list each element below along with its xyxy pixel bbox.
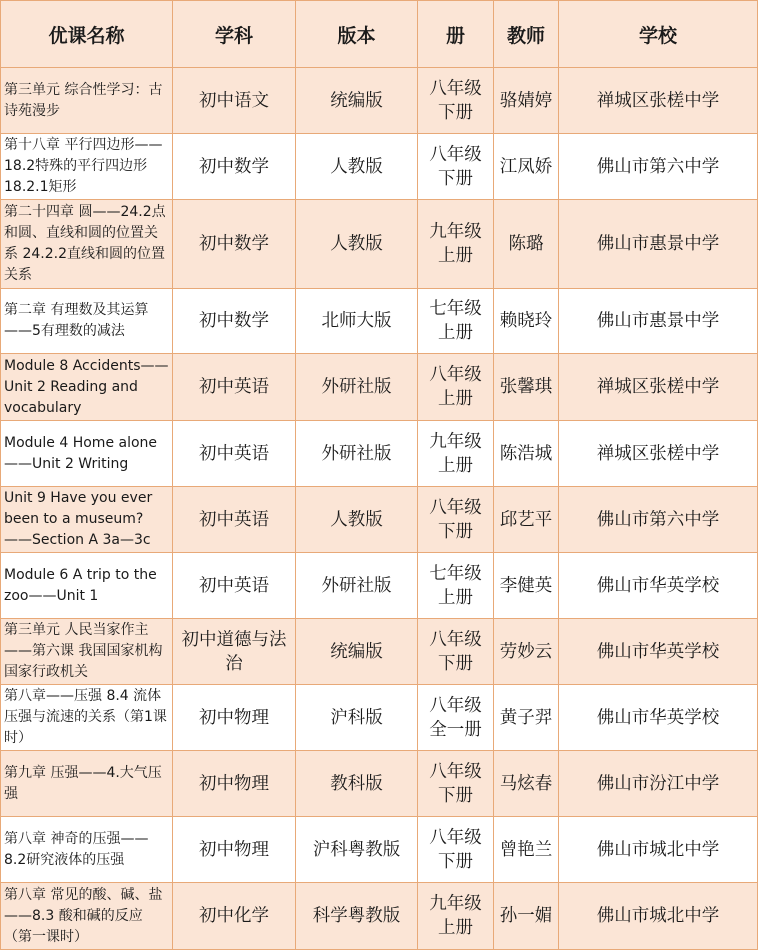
school-cell: 佛山市惠景中学 bbox=[559, 289, 758, 354]
volume-cell: 九年级上册 bbox=[418, 883, 494, 950]
table-row bbox=[1, 289, 758, 354]
edition-cell: 外研社版 bbox=[296, 354, 418, 421]
school-cell: 佛山市第六中学 bbox=[559, 134, 758, 200]
volume-cell: 七年级上册 bbox=[418, 289, 494, 354]
header-teacher: 教师 bbox=[494, 1, 559, 68]
header-school: 学校 bbox=[559, 1, 758, 68]
course-name-cell: 第二章 有理数及其运算——5有理数的减法 bbox=[1, 289, 173, 354]
table-row bbox=[1, 487, 758, 553]
school-cell: 佛山市华英学校 bbox=[559, 553, 758, 619]
teacher-cell: 张馨琪 bbox=[494, 354, 559, 421]
course-name-cell: Module 6 A trip to the zoo——Unit 1 bbox=[1, 553, 173, 619]
subject-cell: 初中英语 bbox=[173, 553, 296, 619]
volume-cell: 八年级下册 bbox=[418, 619, 494, 685]
table-row bbox=[1, 421, 758, 487]
table-row bbox=[1, 134, 758, 200]
subject-cell: 初中物理 bbox=[173, 685, 296, 751]
course-name-cell: 第八章 常见的酸、碱、盐——8.3 酸和碱的反应（第一课时） bbox=[1, 883, 173, 950]
volume-cell: 八年级上册 bbox=[418, 354, 494, 421]
teacher-cell: 邱艺平 bbox=[494, 487, 559, 553]
teacher-cell: 赖晓玲 bbox=[494, 289, 559, 354]
subject-cell: 初中物理 bbox=[173, 817, 296, 883]
school-cell: 佛山市华英学校 bbox=[559, 685, 758, 751]
school-cell: 禅城区张槎中学 bbox=[559, 354, 758, 421]
table-row bbox=[1, 685, 758, 751]
teacher-cell: 陈浩城 bbox=[494, 421, 559, 487]
school-cell: 佛山市华英学校 bbox=[559, 619, 758, 685]
volume-cell: 八年级全一册 bbox=[418, 685, 494, 751]
volume-cell: 九年级上册 bbox=[418, 421, 494, 487]
course-name-cell: Module 8 Accidents——Unit 2 Reading and vocabulary bbox=[1, 354, 173, 421]
school-cell: 佛山市第六中学 bbox=[559, 487, 758, 553]
teacher-cell: 黄子羿 bbox=[494, 685, 559, 751]
school-cell: 佛山市城北中学 bbox=[559, 883, 758, 950]
subject-cell: 初中数学 bbox=[173, 200, 296, 289]
table-row bbox=[1, 619, 758, 685]
course-name-cell: 第十八章 平行四边形——18.2特殊的平行四边形 18.2.1矩形 bbox=[1, 134, 173, 200]
school-cell: 佛山市城北中学 bbox=[559, 817, 758, 883]
edition-cell: 统编版 bbox=[296, 68, 418, 134]
subject-cell: 初中数学 bbox=[173, 289, 296, 354]
table-row bbox=[1, 883, 758, 950]
teacher-cell: 曾艳兰 bbox=[494, 817, 559, 883]
course-name-cell: 第三单元 人民当家作主——第六课 我国国家机构 国家行政机关 bbox=[1, 619, 173, 685]
volume-cell: 八年级下册 bbox=[418, 487, 494, 553]
course-name-cell: Unit 9 Have you ever been to a museum?——Section A 3a—3c bbox=[1, 487, 173, 553]
edition-cell: 科学粤教版 bbox=[296, 883, 418, 950]
edition-cell: 北师大版 bbox=[296, 289, 418, 354]
teacher-cell: 孙一媚 bbox=[494, 883, 559, 950]
header-course-name: 优课名称 bbox=[1, 1, 173, 68]
volume-cell: 九年级上册 bbox=[418, 200, 494, 289]
edition-cell: 外研社版 bbox=[296, 553, 418, 619]
school-cell: 禅城区张槎中学 bbox=[559, 68, 758, 134]
table-row bbox=[1, 200, 758, 289]
volume-cell: 七年级上册 bbox=[418, 553, 494, 619]
course-name-cell: 第八章 神奇的压强——8.2研究液体的压强 bbox=[1, 817, 173, 883]
subject-cell: 初中英语 bbox=[173, 354, 296, 421]
teacher-cell: 骆婧婷 bbox=[494, 68, 559, 134]
subject-cell: 初中化学 bbox=[173, 883, 296, 950]
edition-cell: 沪科粤教版 bbox=[296, 817, 418, 883]
header-row bbox=[1, 1, 758, 68]
teacher-cell: 李健英 bbox=[494, 553, 559, 619]
teacher-cell: 劳妙云 bbox=[494, 619, 559, 685]
school-cell: 佛山市惠景中学 bbox=[559, 200, 758, 289]
volume-cell: 八年级下册 bbox=[418, 751, 494, 817]
edition-cell: 外研社版 bbox=[296, 421, 418, 487]
header-edition: 版本 bbox=[296, 1, 418, 68]
table-row bbox=[1, 354, 758, 421]
edition-cell: 沪科版 bbox=[296, 685, 418, 751]
edition-cell: 人教版 bbox=[296, 487, 418, 553]
course-name-cell: 第二十四章 圆——24.2点和圆、直线和圆的位置关系 24.2.2直线和圆的位置关系 bbox=[1, 200, 173, 289]
edition-cell: 人教版 bbox=[296, 134, 418, 200]
course-name-cell: 第三单元 综合性学习：古诗苑漫步 bbox=[1, 68, 173, 134]
edition-cell: 人教版 bbox=[296, 200, 418, 289]
school-cell: 禅城区张槎中学 bbox=[559, 421, 758, 487]
table-row bbox=[1, 68, 758, 134]
teacher-cell: 马炫春 bbox=[494, 751, 559, 817]
volume-cell: 八年级下册 bbox=[418, 68, 494, 134]
volume-cell: 八年级下册 bbox=[418, 134, 494, 200]
header-volume: 册 bbox=[418, 1, 494, 68]
edition-cell: 教科版 bbox=[296, 751, 418, 817]
table-row bbox=[1, 817, 758, 883]
table-row bbox=[1, 751, 758, 817]
subject-cell: 初中英语 bbox=[173, 487, 296, 553]
teacher-cell: 陈璐 bbox=[494, 200, 559, 289]
header-subject: 学科 bbox=[173, 1, 296, 68]
school-cell: 佛山市汾江中学 bbox=[559, 751, 758, 817]
subject-cell: 初中语文 bbox=[173, 68, 296, 134]
volume-cell: 八年级下册 bbox=[418, 817, 494, 883]
subject-cell: 初中数学 bbox=[173, 134, 296, 200]
edition-cell: 统编版 bbox=[296, 619, 418, 685]
teacher-cell: 江凤娇 bbox=[494, 134, 559, 200]
subject-cell: 初中道德与法治 bbox=[173, 619, 296, 685]
course-name-cell: 第九章 压强——4.大气压强 bbox=[1, 751, 173, 817]
subject-cell: 初中英语 bbox=[173, 421, 296, 487]
course-name-cell: 第八章——压强 8.4 流体压强与流速的关系（第1课时） bbox=[1, 685, 173, 751]
course-name-cell: Module 4 Home alone——Unit 2 Writing bbox=[1, 421, 173, 487]
table-row bbox=[1, 553, 758, 619]
subject-cell: 初中物理 bbox=[173, 751, 296, 817]
